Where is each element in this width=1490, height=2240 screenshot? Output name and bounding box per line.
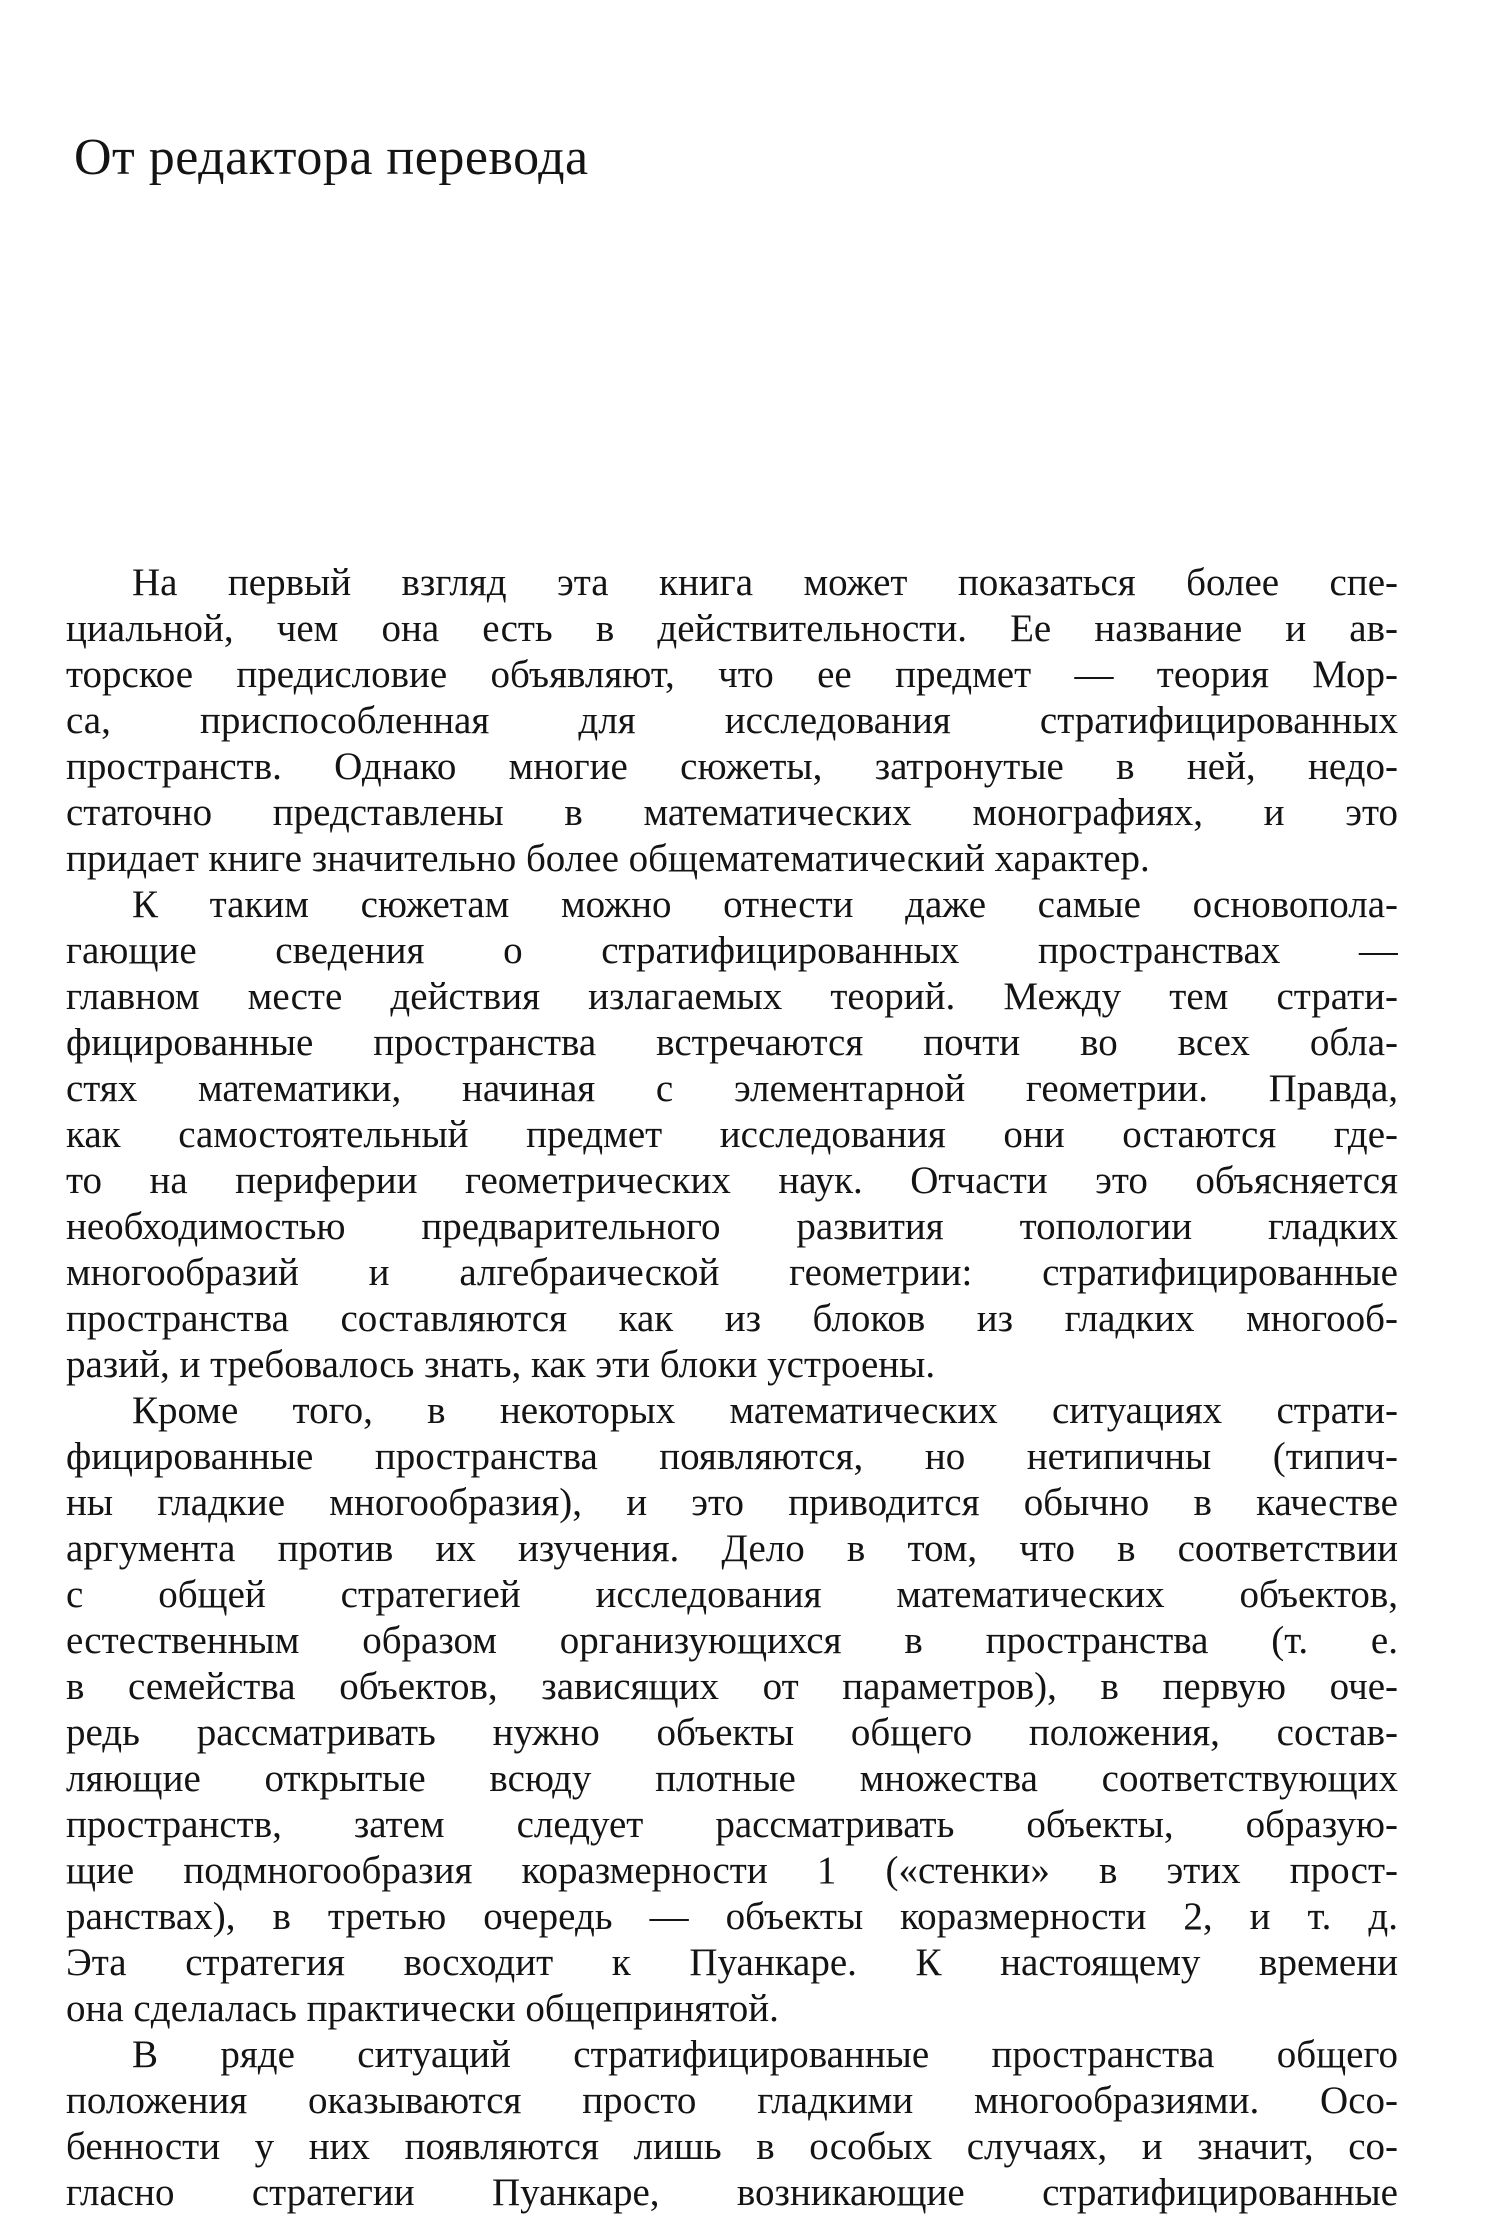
text-line: гласно стратегии Пуанкаре, возникающие стратифицированные xyxy=(66,2171,1398,2214)
paragraph xyxy=(66,1388,1398,2032)
paragraph xyxy=(66,882,1398,1388)
text-line: естественным образом организующихся в пространства (т. е. xyxy=(66,1619,1398,1662)
text-line: На первый взгляд эта книга может показаться более спе- xyxy=(132,561,1398,604)
text-line: фицированные пространства встречаются почти во всех обла- xyxy=(66,1021,1398,1064)
text-line: статочно представлены в математических монографиях, и это xyxy=(66,791,1398,834)
text-line: Эта стратегия восходит к Пуанкаре. К настоящему времени xyxy=(66,1941,1398,1984)
text-line: то на периферии геометрических наук. Отчасти это объясняется xyxy=(66,1159,1398,1202)
text-line: ранствах), в третью очередь — объекты коразмерности 2, и т. д. xyxy=(66,1895,1398,1938)
text-line: са, приспособленная для исследования стратифицированных xyxy=(66,699,1398,742)
text-line: придает книге значительно более общематематический характер. xyxy=(66,837,1150,880)
text-line: положения оказываются просто гладкими многообразиями. Осо- xyxy=(66,2079,1398,2122)
page-title: От редактора перевода xyxy=(74,129,589,186)
text-line: гающие сведения о стратифицированных пространствах — xyxy=(66,929,1398,972)
text-line: фицированные пространства появляются, но нетипичны (типич- xyxy=(66,1435,1398,1478)
text-line: многообразий и алгебраической геометрии: стратифицированные xyxy=(66,1251,1398,1294)
paragraph xyxy=(66,2032,1398,2216)
body-text xyxy=(66,560,1398,2216)
text-line: пространств, затем следует рассматривать объекты, образую- xyxy=(66,1803,1398,1846)
text-line: ляющие открытые всюду плотные множества соответствующих xyxy=(66,1757,1398,1800)
text-line: аргумента против их изучения. Дело в том, что в соответствии xyxy=(66,1527,1398,1570)
text-line: Кроме того, в некоторых математических ситуациях страти- xyxy=(132,1389,1398,1432)
paragraph xyxy=(66,560,1398,882)
text-line: стях математики, начиная с элементарной геометрии. Правда, xyxy=(66,1067,1398,1110)
text-line: циальной, чем она есть в действительности. Ее название и ав- xyxy=(66,607,1398,650)
text-line: разий, и требовалось знать, как эти блоки устроены. xyxy=(66,1343,936,1386)
text-line: пространств. Однако многие сюжеты, затронутые в ней, недо- xyxy=(66,745,1398,788)
text-line: щие подмногообразия коразмерности 1 («стенки» в этих прост- xyxy=(66,1849,1398,1892)
text-line: ны гладкие многообразия), и это приводится обычно в качестве xyxy=(66,1481,1398,1524)
text-line: в семейства объектов, зависящих от параметров), в первую оче- xyxy=(66,1665,1398,1708)
text-line: пространства составляются как из блоков из гладких многооб- xyxy=(66,1297,1398,1340)
text-line: торское предисловие объявляют, что ее предмет — теория Мор- xyxy=(66,653,1398,696)
text-line: В ряде ситуаций стратифицированные пространства общего xyxy=(132,2033,1398,2076)
text-line: бенности у них появляются лишь в особых случаях, и значит, со- xyxy=(66,2125,1398,2168)
text-line: с общей стратегией исследования математических объектов, xyxy=(66,1573,1398,1616)
text-line: редь рассматривать нужно объекты общего положения, состав- xyxy=(66,1711,1398,1754)
text-line: К таким сюжетам можно отнести даже самые основопола- xyxy=(132,883,1398,926)
text-line: она сделалась практически общепринятой. xyxy=(66,1987,779,2030)
text-line: главном месте действия излагаемых теорий. Между тем страти- xyxy=(66,975,1398,1018)
text-line: необходимостью предварительного развития топологии гладких xyxy=(66,1205,1398,1248)
text-line: как самостоятельный предмет исследования они остаются где- xyxy=(66,1113,1398,1156)
